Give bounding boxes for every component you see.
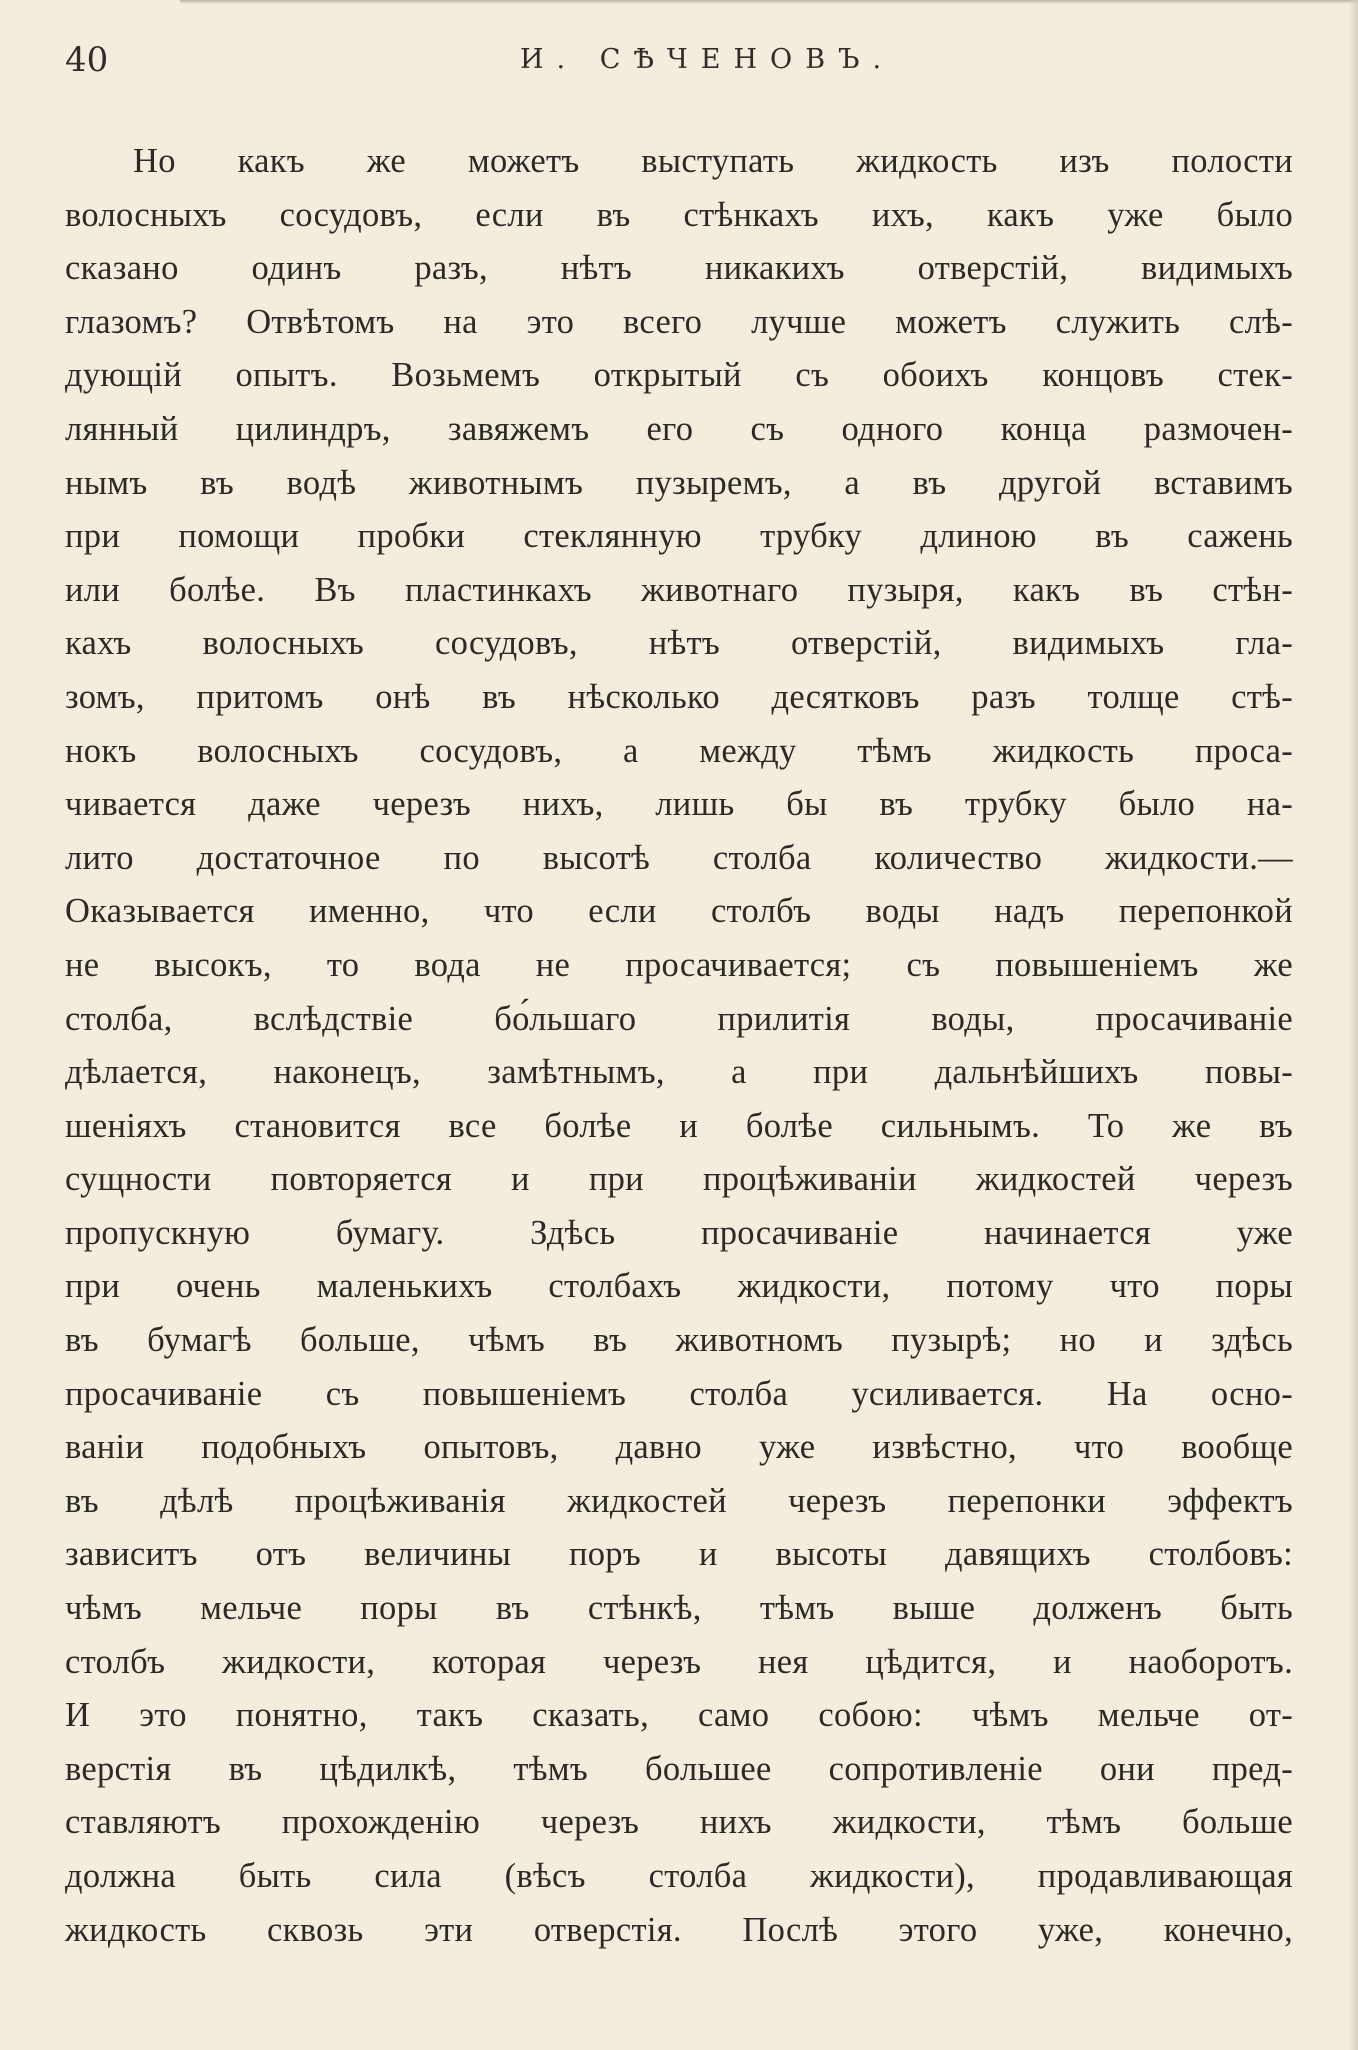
text-line: верстія въ цѣдилкѣ, тѣмъ большее сопротивленіе они пред- <box>65 1749 1293 1788</box>
text-line: нымъ въ водѣ животнымъ пузыремъ, а въ другой вставимъ <box>65 463 1293 502</box>
text-line: должна быть сила (вѣсъ столба жидкости), продавливающая <box>65 1857 1293 1895</box>
text-line: въ дѣлѣ процѣживанія жидкостей черезъ перепонки эффектъ <box>65 1481 1293 1520</box>
text-line: жидкость сквозь эти отверстія. Послѣ этого уже, конечно, <box>65 1910 1293 1949</box>
text-line: лянный цилиндръ, завяжемъ его съ одного конца размочен- <box>65 409 1293 448</box>
text-line: столбъ жидкости, которая черезъ нея цѣдится, и наоборотъ. <box>65 1642 1293 1681</box>
text-line: просачиваніе съ повышеніемъ столба усиливается. На осно- <box>65 1374 1293 1413</box>
text-line: зомъ, притомъ онѣ въ нѣсколько десятковъ разъ толще стѣ- <box>65 677 1293 716</box>
text-line: нокъ волосныхъ сосудовъ, а между тѣмъ жидкость проса- <box>65 731 1293 770</box>
text-line: въ бумагѣ больше, чѣмъ въ животномъ пузырѣ; но и здѣсь <box>65 1321 1293 1360</box>
text-line: или болѣе. Въ пластинкахъ животнаго пузыря, какъ въ стѣн- <box>65 570 1293 609</box>
text-line: при очень маленькихъ столбахъ жидкости, потому что поры <box>65 1267 1293 1306</box>
text-line: шеніяхъ становится все болѣе и болѣе сильнымъ. То же въ <box>65 1106 1293 1145</box>
running-head: И. СѢЧЕНОВЪ. <box>520 44 895 75</box>
text-line: не высокъ, то вода не просачивается; съ повышеніемъ же <box>65 945 1293 984</box>
text-line: ваніи подобныхъ опытовъ, давно уже извѣстно, что вообще <box>65 1428 1293 1467</box>
page-number: 40 <box>65 40 109 80</box>
text-line: И это понятно, такъ сказать, само собою: чѣмъ мельче от- <box>65 1696 1293 1735</box>
text-line: кахъ волосныхъ сосудовъ, нѣтъ отверстій, видимыхъ гла- <box>65 624 1293 663</box>
text-line: глазомъ? Отвѣтомъ на это всего лучше можетъ служить слѣ- <box>65 302 1293 341</box>
text-line: дѣлается, наконецъ, замѣтнымъ, а при дальнѣйшихъ повы- <box>65 1053 1293 1092</box>
text-line: ставляютъ прохожденію черезъ нихъ жидкости, тѣмъ больше <box>65 1803 1293 1842</box>
page-header <box>65 40 1295 90</box>
body-paragraph <box>65 135 1293 1957</box>
text-line: чѣмъ мельче поры въ стѣнкѣ, тѣмъ выше долженъ быть <box>65 1589 1293 1628</box>
text-line: Оказывается именно, что если столбъ воды надъ перепонкой <box>65 892 1293 931</box>
text-line: столба, вслѣдствіе бо́льшаго прилитія воды, просачиваніе <box>65 999 1293 1038</box>
text-line: при помощи пробки стеклянную трубку длиною въ сажень <box>65 517 1293 556</box>
page-gutter-shadow <box>1348 0 1358 2050</box>
text-line: чивается даже черезъ нихъ, лишь бы въ трубку было на- <box>65 785 1293 824</box>
text-line: Но какъ же можетъ выступать жидкость изъ полости <box>133 142 1293 180</box>
text-line: волосныхъ сосудовъ, если въ стѣнкахъ ихъ, какъ уже было <box>65 195 1293 234</box>
text-line: дующій опытъ. Возьмемъ открытый съ обоихъ концовъ стек- <box>65 356 1293 395</box>
page-edge-shadow <box>180 0 1358 4</box>
text-line: зависитъ отъ величины поръ и высоты давящихъ столбовъ: <box>65 1535 1293 1574</box>
text-line: пропускную бумагу. Здѣсь просачиваніе начинается уже <box>65 1213 1293 1252</box>
text-line: лито достаточное по высотѣ столба количество жидкости.— <box>65 838 1293 877</box>
text-line: сказано одинъ разъ, нѣтъ никакихъ отверстій, видимыхъ <box>65 249 1293 288</box>
text-line: сущности повторяется и при процѣживаніи жидкостей черезъ <box>65 1160 1293 1199</box>
